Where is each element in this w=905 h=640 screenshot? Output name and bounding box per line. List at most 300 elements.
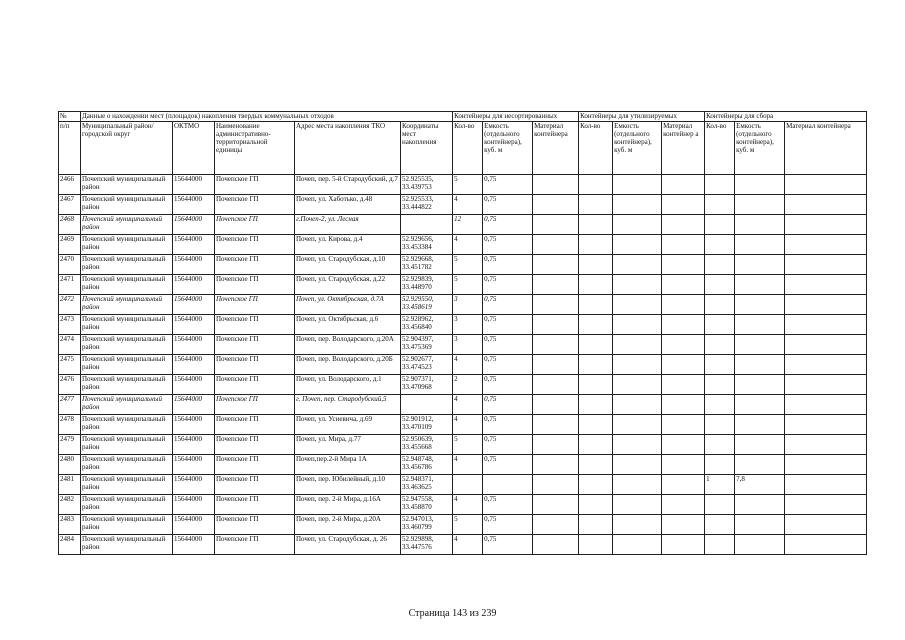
cell-recycled-material <box>662 295 705 315</box>
cell-unsorted-material <box>533 455 579 475</box>
cell-num: 2473 <box>59 315 81 335</box>
cell-oktmo: 15644000 <box>173 475 215 495</box>
cell-unsorted-volume: 0,75 <box>483 275 533 295</box>
cell-unsorted-volume: 0,75 <box>483 215 533 235</box>
cell-settlement: Почепское ГП <box>215 195 295 215</box>
cell-oktmo: 15644000 <box>173 455 215 475</box>
cell-coords <box>401 215 453 235</box>
cell-oktmo: 15644000 <box>173 435 215 455</box>
cell-recycled-volume <box>613 275 662 295</box>
cell-coords: 52.947013, 33.460799 <box>401 515 453 535</box>
cell-collection-volume <box>735 395 785 415</box>
cell-recycled-volume <box>613 255 662 275</box>
cell-recycled-count <box>579 215 613 235</box>
cell-unsorted-count: 4 <box>453 355 483 375</box>
cell-num: 2479 <box>59 435 81 455</box>
table-body <box>59 175 867 555</box>
cell-num: 2470 <box>59 255 81 275</box>
cell-recycled-volume <box>613 415 662 435</box>
table-row <box>59 535 867 555</box>
group-header-unsorted: Контейнеры для несортированных <box>453 112 579 122</box>
col-header-collection-volume: Емкость (отдельного контейнера), куб. м <box>735 122 785 175</box>
cell-collection-count <box>705 515 735 535</box>
table-row <box>59 415 867 435</box>
cell-district: Почепский муниципальный район <box>81 335 173 355</box>
cell-district: Почепский муниципальный район <box>81 195 173 215</box>
cell-unsorted-material <box>533 295 579 315</box>
cell-collection-volume <box>735 515 785 535</box>
cell-oktmo: 15644000 <box>173 515 215 535</box>
cell-unsorted-count: 4 <box>453 455 483 475</box>
cell-address: Почеп, ул. Володарского, д.1 <box>295 375 401 395</box>
cell-unsorted-volume: 0,75 <box>483 535 533 555</box>
cell-settlement: Почепское ГП <box>215 455 295 475</box>
cell-unsorted-material <box>533 175 579 195</box>
cell-coords: 52.929898, 33.447576 <box>401 535 453 555</box>
cell-recycled-material <box>662 215 705 235</box>
cell-unsorted-volume: 0,75 <box>483 515 533 535</box>
cell-district: Почепский муниципальный район <box>81 215 173 235</box>
cell-recycled-volume <box>613 375 662 395</box>
cell-unsorted-material <box>533 195 579 215</box>
cell-collection-volume <box>735 375 785 395</box>
cell-settlement: Почепское ГП <box>215 315 295 335</box>
cell-unsorted-volume: 0,75 <box>483 235 533 255</box>
cell-oktmo: 15644000 <box>173 295 215 315</box>
cell-num: 2467 <box>59 195 81 215</box>
table-row <box>59 395 867 415</box>
cell-collection-volume <box>735 495 785 515</box>
cell-oktmo: 15644000 <box>173 315 215 335</box>
cell-unsorted-material <box>533 495 579 515</box>
cell-address: Почеп, пер. 2-й Мира, д.20А <box>295 515 401 535</box>
cell-collection-volume <box>735 215 785 235</box>
cell-district: Почепский муниципальный район <box>81 295 173 315</box>
cell-coords: 52.904397, 33.475369 <box>401 335 453 355</box>
cell-unsorted-volume: 0,75 <box>483 455 533 475</box>
cell-unsorted-material <box>533 335 579 355</box>
cell-coords: 52.929656, 33.453384 <box>401 235 453 255</box>
cell-collection-material <box>785 395 867 415</box>
cell-num: 2482 <box>59 495 81 515</box>
cell-recycled-material <box>662 375 705 395</box>
cell-oktmo: 15644000 <box>173 255 215 275</box>
cell-district: Почепский муниципальный район <box>81 275 173 295</box>
cell-address: Почеп, ул. Стародубская, д. 26 <box>295 535 401 555</box>
cell-collection-volume <box>735 415 785 435</box>
cell-address: Почеп,пер.2-й Мира 1А <box>295 455 401 475</box>
cell-recycled-material <box>662 355 705 375</box>
cell-oktmo: 15644000 <box>173 175 215 195</box>
cell-settlement: Почепское ГП <box>215 335 295 355</box>
cell-coords: 52.950639, 33.455668 <box>401 435 453 455</box>
cell-recycled-count <box>579 535 613 555</box>
cell-collection-volume <box>735 535 785 555</box>
col-header-unsorted-count: Кол-во <box>453 122 483 175</box>
cell-coords: 52.948371, 33.463625 <box>401 475 453 495</box>
cell-recycled-material <box>662 275 705 295</box>
cell-address: Почеп, пер. 2-й Мира, д.16А <box>295 495 401 515</box>
cell-settlement: Почепское ГП <box>215 255 295 275</box>
cell-unsorted-volume: 0,75 <box>483 355 533 375</box>
cell-recycled-count <box>579 335 613 355</box>
table-row <box>59 215 867 235</box>
cell-recycled-material <box>662 515 705 535</box>
cell-unsorted-volume: 0,75 <box>483 175 533 195</box>
cell-collection-count <box>705 415 735 435</box>
cell-settlement: Почепское ГП <box>215 235 295 255</box>
cell-unsorted-count: 4 <box>453 395 483 415</box>
cell-settlement: Почепское ГП <box>215 475 295 495</box>
cell-num: 2472 <box>59 295 81 315</box>
cell-settlement: Почепское ГП <box>215 535 295 555</box>
cell-recycled-volume <box>613 475 662 495</box>
cell-unsorted-material <box>533 275 579 295</box>
cell-unsorted-count: 4 <box>453 415 483 435</box>
cell-collection-volume <box>735 315 785 335</box>
cell-unsorted-count: 4 <box>453 195 483 215</box>
table-row <box>59 475 867 495</box>
cell-collection-count <box>705 355 735 375</box>
cell-recycled-volume <box>613 515 662 535</box>
cell-settlement: Почепское ГП <box>215 415 295 435</box>
cell-collection-count <box>705 235 735 255</box>
cell-recycled-volume <box>613 395 662 415</box>
cell-collection-volume <box>735 295 785 315</box>
cell-recycled-volume <box>613 535 662 555</box>
cell-settlement: Почепское ГП <box>215 515 295 535</box>
cell-collection-volume <box>735 435 785 455</box>
cell-unsorted-material <box>533 475 579 495</box>
cell-collection-count <box>705 375 735 395</box>
cell-unsorted-volume: 0,75 <box>483 295 533 315</box>
col-header-recycled-volume: Емкость (отдельного контейнера), куб. м <box>613 122 662 175</box>
cell-recycled-count <box>579 315 613 335</box>
cell-recycled-count <box>579 395 613 415</box>
cell-coords: 52.928962, 33.456840 <box>401 315 453 335</box>
cell-address: Почеп, пер. Володарского, д.20А <box>295 335 401 355</box>
cell-collection-count <box>705 395 735 415</box>
cell-recycled-material <box>662 535 705 555</box>
cell-unsorted-volume: 0,75 <box>483 495 533 515</box>
cell-coords <box>401 395 453 415</box>
cell-recycled-volume <box>613 335 662 355</box>
cell-address: г.Почеп-2, ул. Лесная <box>295 215 401 235</box>
table-row <box>59 195 867 215</box>
cell-collection-material <box>785 475 867 495</box>
cell-recycled-volume <box>613 435 662 455</box>
cell-num: 2466 <box>59 175 81 195</box>
cell-unsorted-volume <box>483 475 533 495</box>
cell-recycled-material <box>662 195 705 215</box>
cell-oktmo: 15644000 <box>173 195 215 215</box>
cell-recycled-volume <box>613 195 662 215</box>
cell-address: Почеп, ул. Хаботько, д.48 <box>295 195 401 215</box>
cell-district: Почепский муниципальный район <box>81 175 173 195</box>
cell-collection-material <box>785 535 867 555</box>
group-header-recycled: Контейнеры для утилизируемых <box>579 112 705 122</box>
cell-recycled-count <box>579 435 613 455</box>
cell-unsorted-count: 12 <box>453 215 483 235</box>
cell-coords: 52.925533, 33.444822 <box>401 195 453 215</box>
cell-coords: 52.925535, 33.439753 <box>401 175 453 195</box>
cell-district: Почепский муниципальный район <box>81 435 173 455</box>
cell-recycled-material <box>662 335 705 355</box>
cell-unsorted-count: 5 <box>453 435 483 455</box>
cell-unsorted-count: 4 <box>453 535 483 555</box>
cell-coords: 52.907371, 33.470968 <box>401 375 453 395</box>
table-row <box>59 255 867 275</box>
table-row <box>59 375 867 395</box>
cell-oktmo: 15644000 <box>173 235 215 255</box>
cell-unsorted-material <box>533 435 579 455</box>
cell-collection-material <box>785 495 867 515</box>
col-header-coords: Координаты мест накопления <box>401 122 453 175</box>
cell-unsorted-material <box>533 215 579 235</box>
col-header-recycled-material: Материал контейнер а <box>662 122 705 175</box>
cell-collection-material <box>785 415 867 435</box>
cell-collection-material <box>785 515 867 535</box>
cell-unsorted-material <box>533 355 579 375</box>
col-header-unsorted-volume: Емкость (отдельного контейнера), куб. м <box>483 122 533 175</box>
cell-coords: 52.929668, 33.451782 <box>401 255 453 275</box>
cell-oktmo: 15644000 <box>173 355 215 375</box>
cell-district: Почепский муниципальный район <box>81 495 173 515</box>
cell-settlement: Почепское ГП <box>215 355 295 375</box>
cell-recycled-material <box>662 315 705 335</box>
table-row <box>59 455 867 475</box>
cell-coords: 52.929839, 33.448970 <box>401 275 453 295</box>
cell-collection-material <box>785 175 867 195</box>
col-header-settlement: Наименование административно-территориальной единицы <box>215 122 295 175</box>
cell-unsorted-material <box>533 535 579 555</box>
cell-district: Почепский муниципальный район <box>81 395 173 415</box>
cell-address: Почеп, ул. Усиевича, д.69 <box>295 415 401 435</box>
cell-district: Почепский муниципальный район <box>81 315 173 335</box>
cell-recycled-volume <box>613 355 662 375</box>
cell-unsorted-material <box>533 255 579 275</box>
cell-collection-material <box>785 435 867 455</box>
cell-unsorted-count: 4 <box>453 495 483 515</box>
cell-collection-material <box>785 355 867 375</box>
cell-num: 2476 <box>59 375 81 395</box>
cell-address: Почеп, пер. Володарского, д.20Б <box>295 355 401 375</box>
cell-collection-material <box>785 255 867 275</box>
cell-collection-material <box>785 195 867 215</box>
cell-collection-count <box>705 295 735 315</box>
group-header-collection: Контейнеры для сбора <box>705 112 867 122</box>
cell-collection-volume <box>735 255 785 275</box>
cell-collection-count <box>705 275 735 295</box>
cell-oktmo: 15644000 <box>173 335 215 355</box>
cell-num: 2481 <box>59 475 81 495</box>
registry-sheet <box>58 111 867 555</box>
cell-oktmo: 15644000 <box>173 495 215 515</box>
cell-district: Почепский муниципальный район <box>81 415 173 435</box>
cell-settlement: Почепское ГП <box>215 375 295 395</box>
cell-oktmo: 15644000 <box>173 215 215 235</box>
cell-unsorted-material <box>533 375 579 395</box>
cell-unsorted-count: 4 <box>453 235 483 255</box>
cell-collection-count <box>705 335 735 355</box>
cell-collection-volume <box>735 455 785 475</box>
cell-recycled-volume <box>613 215 662 235</box>
cell-collection-volume <box>735 355 785 375</box>
group-header-location: Данные о нахождении мест (площадок) накопления твердых коммунальных отходов <box>81 112 453 122</box>
cell-recycled-material <box>662 475 705 495</box>
cell-collection-count <box>705 175 735 195</box>
cell-unsorted-material <box>533 315 579 335</box>
cell-recycled-material <box>662 435 705 455</box>
cell-unsorted-material <box>533 395 579 415</box>
cell-oktmo: 15644000 <box>173 415 215 435</box>
cell-recycled-material <box>662 415 705 435</box>
cell-collection-material <box>785 315 867 335</box>
cell-settlement: Почепское ГП <box>215 175 295 195</box>
cell-address: Почеп, ул. Кирова, д.4 <box>295 235 401 255</box>
col-header-district: Муниципальный район/городской округ <box>81 122 173 175</box>
cell-collection-count <box>705 535 735 555</box>
cell-recycled-volume <box>613 295 662 315</box>
cell-coords: 52.929550, 33.458619 <box>401 295 453 315</box>
cell-oktmo: 15644000 <box>173 535 215 555</box>
cell-address: Почеп, ул. Мира, д.77 <box>295 435 401 455</box>
col-header-unsorted-material: Материал контейнера <box>533 122 579 175</box>
cell-unsorted-count: 3 <box>453 295 483 315</box>
cell-recycled-volume <box>613 455 662 475</box>
cell-collection-volume <box>735 195 785 215</box>
cell-unsorted-material <box>533 415 579 435</box>
cell-recycled-count <box>579 295 613 315</box>
cell-unsorted-count: 3 <box>453 335 483 355</box>
cell-collection-count <box>705 255 735 275</box>
table-row <box>59 295 867 315</box>
cell-num: 2480 <box>59 455 81 475</box>
cell-collection-count <box>705 215 735 235</box>
cell-unsorted-volume: 0,75 <box>483 255 533 275</box>
cell-recycled-count <box>579 455 613 475</box>
cell-unsorted-volume: 0,75 <box>483 315 533 335</box>
cell-district: Почепский муниципальный район <box>81 455 173 475</box>
col-header-oktmo: ОКТМО <box>173 122 215 175</box>
cell-num: 2478 <box>59 415 81 435</box>
cell-unsorted-volume: 0,75 <box>483 375 533 395</box>
table-row <box>59 495 867 515</box>
cell-collection-material <box>785 335 867 355</box>
cell-unsorted-count: 5 <box>453 175 483 195</box>
cell-recycled-volume <box>613 235 662 255</box>
cell-recycled-count <box>579 175 613 195</box>
table-row <box>59 515 867 535</box>
cell-oktmo: 15644000 <box>173 395 215 415</box>
cell-district: Почепский муниципальный район <box>81 235 173 255</box>
col-header-address: Адрес места накопления ТКО <box>295 122 401 175</box>
cell-collection-volume: 7,8 <box>735 475 785 495</box>
table-row <box>59 355 867 375</box>
cell-unsorted-material <box>533 515 579 535</box>
cell-collection-count <box>705 195 735 215</box>
cell-unsorted-count: 5 <box>453 515 483 535</box>
cell-recycled-material <box>662 235 705 255</box>
table-row <box>59 435 867 455</box>
cell-collection-material <box>785 295 867 315</box>
cell-num: 2468 <box>59 215 81 235</box>
cell-district: Почепский муниципальный район <box>81 515 173 535</box>
table-row <box>59 175 867 195</box>
cell-collection-count <box>705 435 735 455</box>
cell-oktmo: 15644000 <box>173 375 215 395</box>
cell-settlement: Почепское ГП <box>215 435 295 455</box>
col-header-num: п/п <box>59 122 81 175</box>
cell-unsorted-count: 5 <box>453 255 483 275</box>
cell-recycled-count <box>579 495 613 515</box>
cell-address: Почеп, пер. Юбилейный, д.10 <box>295 475 401 495</box>
cell-collection-volume <box>735 275 785 295</box>
cell-collection-volume <box>735 335 785 355</box>
cell-collection-material <box>785 455 867 475</box>
cell-recycled-count <box>579 415 613 435</box>
cell-recycled-volume <box>613 175 662 195</box>
cell-unsorted-volume: 0,75 <box>483 335 533 355</box>
cell-unsorted-count: 3 <box>453 315 483 335</box>
cell-collection-material <box>785 235 867 255</box>
cell-num: 2469 <box>59 235 81 255</box>
column-header-row <box>59 122 867 175</box>
cell-district: Почепский муниципальный район <box>81 535 173 555</box>
col-header-collection-count: Кол-во <box>705 122 735 175</box>
cell-coords: 52.901912, 33.470109 <box>401 415 453 435</box>
cell-recycled-count <box>579 255 613 275</box>
cell-collection-volume <box>735 235 785 255</box>
cell-recycled-material <box>662 255 705 275</box>
cell-collection-volume <box>735 175 785 195</box>
cell-recycled-volume <box>613 495 662 515</box>
cell-num: 2475 <box>59 355 81 375</box>
cell-num: 2474 <box>59 335 81 355</box>
cell-district: Почепский муниципальный район <box>81 475 173 495</box>
cell-collection-material <box>785 375 867 395</box>
table-row <box>59 335 867 355</box>
cell-collection-count: 1 <box>705 475 735 495</box>
cell-unsorted-material <box>533 235 579 255</box>
cell-recycled-count <box>579 375 613 395</box>
cell-collection-count <box>705 455 735 475</box>
cell-unsorted-count: 2 <box>453 375 483 395</box>
cell-recycled-count <box>579 355 613 375</box>
cell-collection-material <box>785 215 867 235</box>
col-header-collection-material: Материал контейнера <box>785 122 867 175</box>
cell-recycled-material <box>662 455 705 475</box>
cell-unsorted-count <box>453 475 483 495</box>
cell-recycled-material <box>662 495 705 515</box>
cell-num: 2484 <box>59 535 81 555</box>
cell-collection-count <box>705 495 735 515</box>
cell-recycled-count <box>579 475 613 495</box>
cell-num: 2471 <box>59 275 81 295</box>
cell-address: Почеп, ул. Стародубская, д.10 <box>295 255 401 275</box>
table-row <box>59 315 867 335</box>
cell-address: Почеп, ул. Стародубская, д.22 <box>295 275 401 295</box>
cell-coords: 52.948748, 33.456786 <box>401 455 453 475</box>
cell-address: Почеп, пер. 5-й Стародубский, д.7 <box>295 175 401 195</box>
cell-collection-count <box>705 315 735 335</box>
cell-recycled-material <box>662 395 705 415</box>
cell-coords: 52.947558, 33.458870 <box>401 495 453 515</box>
waste-sites-table <box>58 111 867 555</box>
cell-district: Почепский муниципальный район <box>81 255 173 275</box>
cell-num: 2483 <box>59 515 81 535</box>
cell-settlement: Почепское ГП <box>215 215 295 235</box>
